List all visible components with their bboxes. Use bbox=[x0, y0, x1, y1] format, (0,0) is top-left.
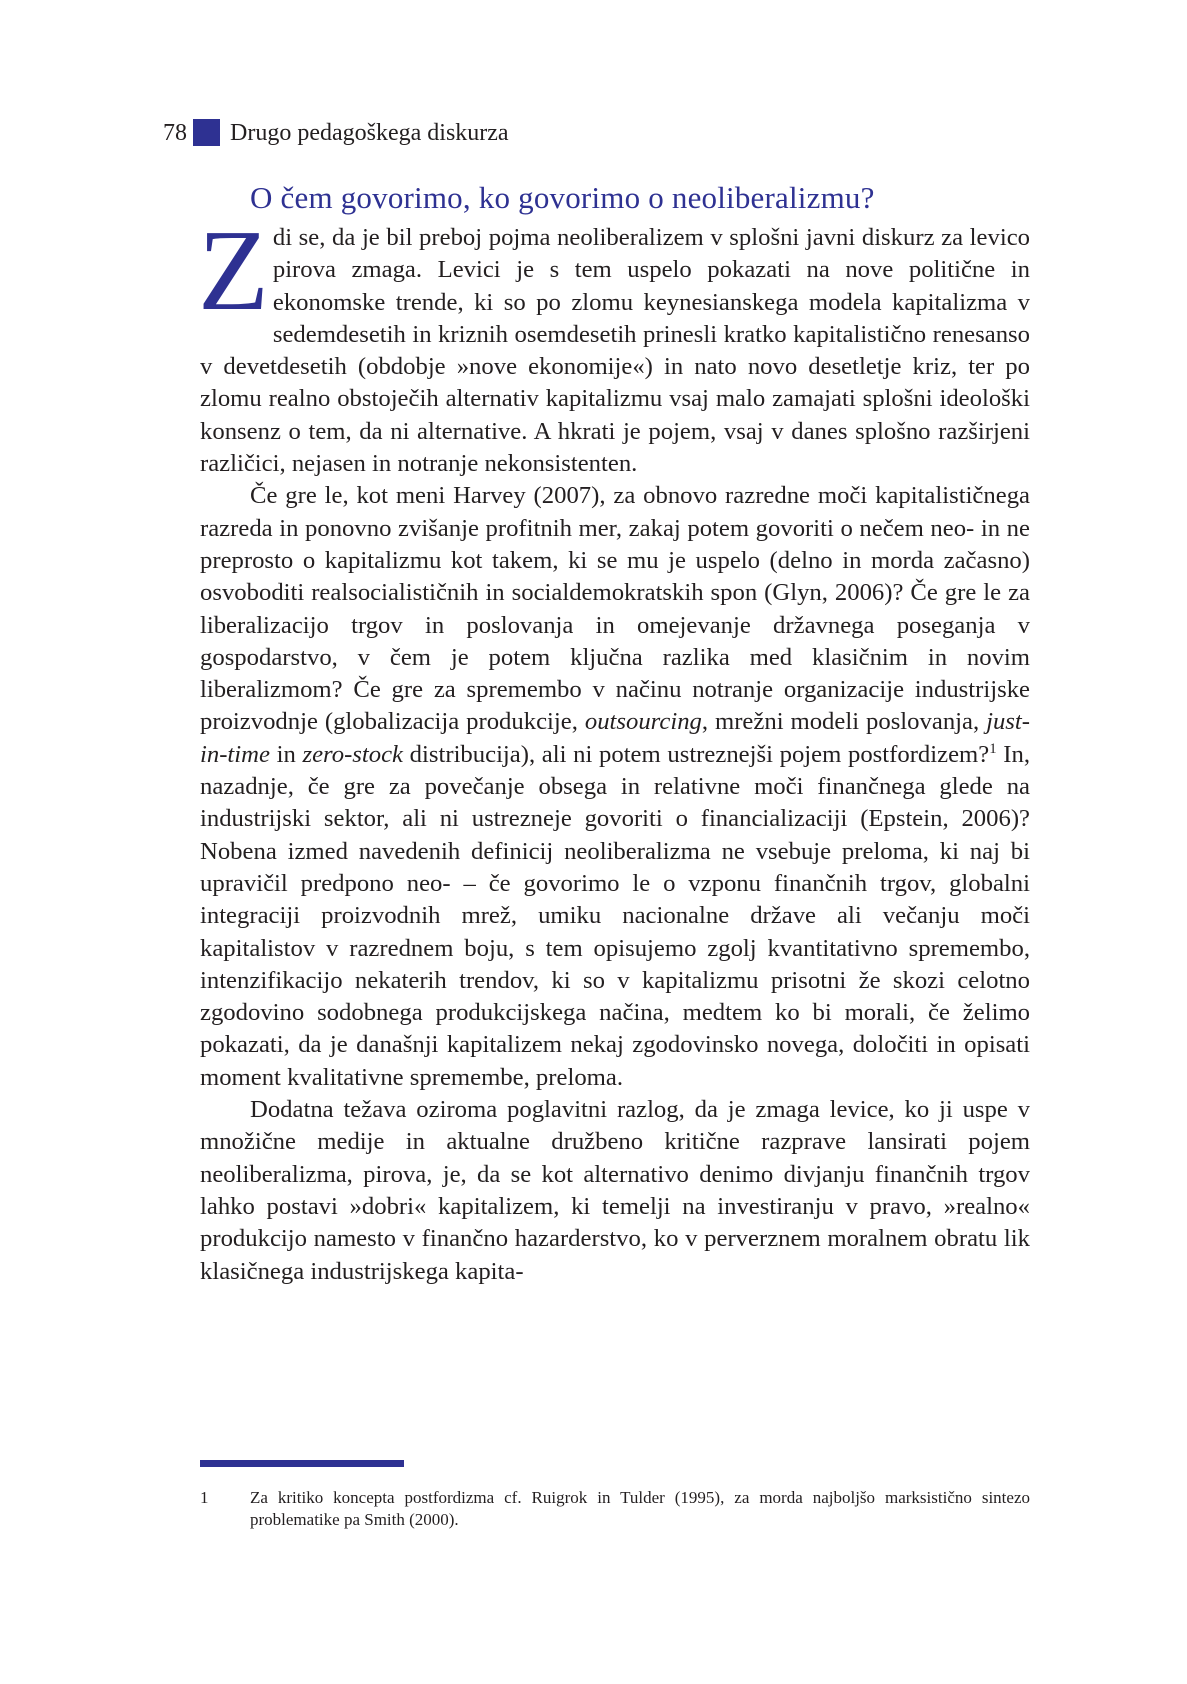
body-text bbox=[198, 207, 1030, 1288]
paragraph-2-text-d: distribucija), ali ni potem ustreznejši pojem postfordizem? bbox=[403, 740, 990, 768]
running-head-square-mark bbox=[193, 119, 220, 146]
italic-term-zero-stock: zero-stock bbox=[302, 740, 404, 768]
section-heading: O čem govorimo, ko govorimo o neoliberalizmu? bbox=[250, 180, 875, 215]
footnote-reference[interactable]: 1 bbox=[989, 740, 997, 757]
paragraph-2-text-e: In, nazadnje, če gre za povečanje obsega in relativne moči finančnega glede na industrijski sektor, ali ni ustrezneje govoriti o financializaciji (Epstein, 2006)? Nobena izmed navedenih definicij neoliberalizma ne vsebuje preloma, ki naj bi upravičil predpono neo- – če govorimo le o vzponu finančnih trgov, globalni integraciji proizvodnih mrež, umiku nacionalne države ali večanju moči kapitalistov v razrednem boju, s tem opisujemo zgolj kvantitativno spremembo, intenzifikacijo nekaterih trendov, ki so v kapitalizmu prisotni že skozi celotno zgodovino sodobnega produkcijskega načina, medtem ko bi morali, če želimo pokazati, da je današnji kapitalizem nekaj zgodovinsko novega, določiti in opisati moment kvalitativne spremembe, preloma. bbox=[200, 740, 1030, 1091]
footnote-divider bbox=[200, 1460, 404, 1467]
paragraph-2-text-c: in bbox=[269, 740, 303, 768]
italic-term-outsourcing: outsourcing bbox=[584, 708, 702, 736]
running-head bbox=[163, 119, 509, 146]
page-number: 78 bbox=[163, 119, 187, 146]
italic-term-just-in-time: just-in-time bbox=[200, 708, 1030, 768]
running-head-title: Drugo pedagoškega diskurza bbox=[230, 119, 509, 146]
footnote-text: Za kritiko koncepta postfordizma cf. Ruigrok in Tulder (1995), za morda najboljšo marksistično sintezo problematike pa Smith (2000). bbox=[250, 1488, 1030, 1529]
paragraph-2 bbox=[200, 480, 1030, 1094]
footnote bbox=[200, 1487, 1030, 1531]
footnote-number: 1 bbox=[200, 1488, 209, 1507]
paragraph-1 bbox=[198, 207, 1030, 480]
drop-cap: Z bbox=[198, 207, 269, 335]
paragraph-1-text: di se, da je bil preboj pojma neoliberalizem v splošni javni diskurz za levico pirova zmaga. Levici je s tem uspelo pokazati na nove politične in ekonomske trende, ki so po zlomu keynesianskega modela kapitalizma v sedemdesetih in kriznih osemdesetih prinesli kratko kapitalistično renesanso v devetdesetih (obdobje »nove ekonomije«) in nato novo desetletje kriz, ter po zlomu realno obstoječih alternativ kapitalizmu vsaj malo zamajati splošni ideološki konsenz o tem, da ni alternative. A hkrati je pojem, vsaj v danes splošno razširjeni različici, nejasen in notranje nekonsistenten. bbox=[200, 224, 1030, 478]
paragraph-2-text-b: , mrežni modeli poslovanja, bbox=[701, 708, 987, 736]
paragraph-3: Dodatna težava oziroma poglavitni razlog, da je zmaga levice, ko ji uspe v množične medije in aktualne družbeno kritične razprave lansirati pojem neoliberalizma, pirova, je, da se kot alternativo denimo divjanju finančnih trgov lahko postavi »dobri« kapitalizem, ki temelji na investiranju v pravo, »realno« produkcijo namesto v finančno hazarderstvo, ko v perverznem moralnem obratu lik klasičnega industrijskega kapita- bbox=[200, 1096, 1030, 1285]
paragraph-2-text-a: Če gre le, kot meni Harvey (2007), za obnovo razredne moči kapitalističnega razreda in ponovno zvišanje profitnih mer, zakaj potem govoriti o nečem neo- in ne preprosto o kapitalizmu kot takem, ki se mu je uspelo (delno in morda začasno) osvoboditi realsocialističnih in socialdemokratskih spon (Glyn, 2006)? Če gre le za liberalizacijo trgov in poslovanja in omejevanje državnega poseganja v gospodarstvo, v čem je potem ključna razlika med klasičnim in novim liberalizmom? Če gre za spremembo v načinu notranje organizacije industrijske proizvodnje (globalizacija produkcije, bbox=[200, 482, 1030, 736]
